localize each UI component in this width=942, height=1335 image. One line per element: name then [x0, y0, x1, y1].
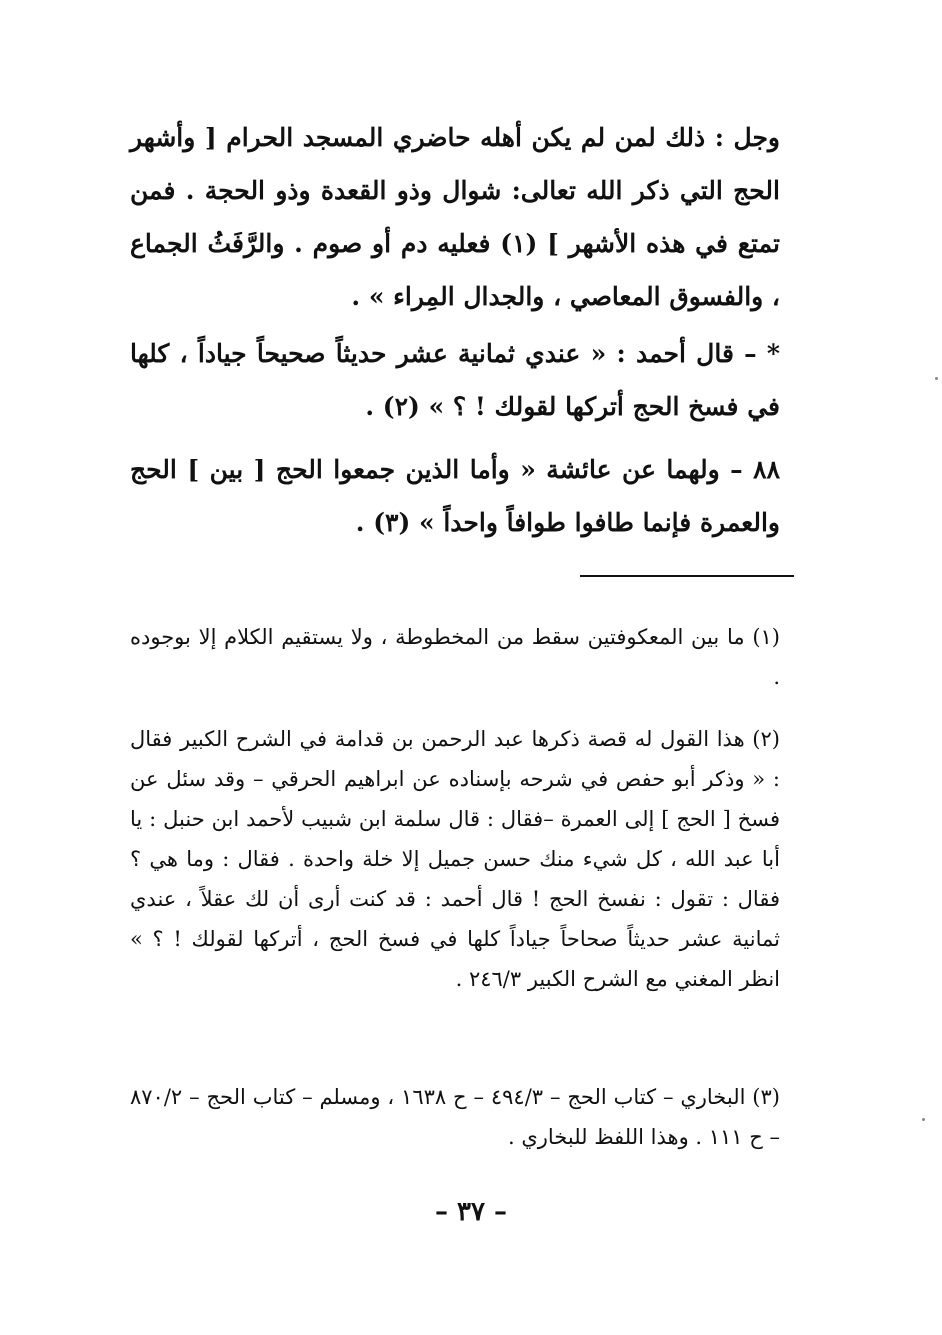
paragraph-text: وجل : ذلك لمن لم يكن أهله حاضري المسجد الحرام [ وأشهر الحج التي ذكر الله تعالى: شوال وذو القعدة وذو الحجة . فمن تمتع في هذه الأشهر ] (١) فعليه دم أو صوم . والرَّفَثُ الجماع ، والفسوق المعاصي ، والجدال المِراء » . [130, 123, 780, 311]
paragraph-text: * – قال أحمد : « عندي ثمانية عشر حديثاً صحيحاً جياداً ، كلها في فسخ الحج أتركها لقولك ! ؟ » (٢) . [130, 339, 780, 421]
paragraph-text: ٨٨ – ولهما عن عائشة « وأما الذين جمعوا الحج [ بين ] الحج والعمرة فإنما طافوا طوافاً واحداً » (٣) . [130, 455, 780, 537]
footnote-text: (١) ما بين المعكوفتين سقط من المخطوطة ، ولا يستقيم الكلام إلا بوجوده . [130, 625, 780, 689]
page-number: – ٣٧ – [434, 1197, 508, 1227]
main-text-paragraph-2 [130, 327, 780, 433]
footnote-1 [130, 617, 780, 697]
footnote-text: (٣) البخاري – كتاب الحج – ٤٩٤/٣ – ح ١٦٣٨ ، ومسلم – كتاب الحج – ٨٧٠/٢ – ح ١١١ . وهذا اللفظ للبخاري . [130, 1085, 780, 1149]
main-text-paragraph-3 [130, 443, 780, 549]
footnote-2 [130, 719, 780, 999]
footnote-3 [130, 1077, 780, 1157]
scan-speck [922, 1118, 925, 1121]
footnote-divider [580, 575, 794, 577]
main-text-paragraph-1 [130, 111, 780, 323]
scan-speck [935, 377, 938, 380]
footnote-text: (٢) هذا القول له قصة ذكرها عبد الرحمن بن قدامة في الشرح الكبير فقال : « وذكر أبو حفص في شرحه بإسناده عن ابراهيم الحرقي – وقد سئل عن فسخ [ الحج ] إلى العمرة –فقال : قال سلمة ابن شبيب لأحمد ابن حنبل : يا أبا عبد الله ، كل شيء منك حسن جميل إلا خلة واحدة . فقال : وما هي ؟ فقال : تقول : نفسخ الحج ! قال أحمد : قد كنت أرى أن لك عقلاً ، عندي ثمانية عشر حديثاً صحاحاً جياداً كلها في فسخ الحج ، أتركها لقولك ! ؟ » انظر المغني مع الشرح الكبير ٢٤٦/٣ . [130, 727, 780, 991]
